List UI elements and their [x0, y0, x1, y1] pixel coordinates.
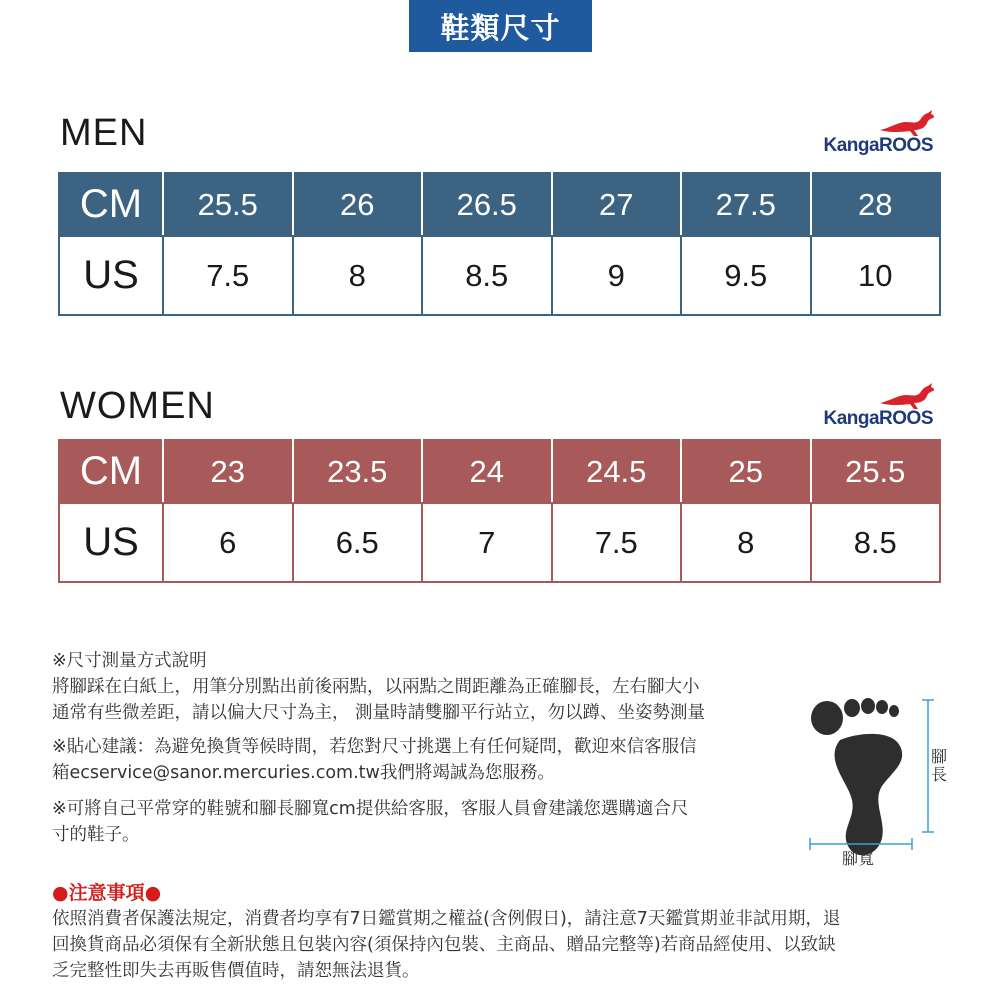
women-cm-row — [59, 440, 940, 503]
provide-paragraph — [52, 796, 792, 848]
men-us-row — [59, 236, 940, 315]
women-cm-label: CM — [59, 440, 163, 503]
tip-line: 箱ecservice@sanor.mercuries.com.tw我們將竭誠為您服務。 — [52, 763, 555, 783]
caution-line: 回換貨商品必須保有全新狀態且包裝內容(須保持內包裝、主商品、贈品完整等)若商品經使用、以致缺 — [52, 935, 836, 955]
men-cm-cell: 26.5 — [422, 173, 552, 236]
men-us-cell: 8 — [293, 236, 423, 315]
women-cm-cell: 24.5 — [552, 440, 682, 503]
logo-wordmark: KangaROOS — [823, 408, 933, 429]
caution-body — [52, 906, 952, 984]
measurement-notes — [52, 648, 792, 858]
women-us-label: US — [59, 503, 163, 582]
women-us-cell: 6 — [163, 503, 293, 582]
provide-line: ※可將自己平常穿的鞋號和腳長腳寬cm提供給客服，客服人員會建議您選購適合尺 — [52, 799, 689, 819]
men-us-cell: 7.5 — [163, 236, 293, 315]
footprint-diagram — [800, 690, 950, 870]
women-cm-cell: 25 — [681, 440, 811, 503]
men-cm-cell: 28 — [811, 173, 941, 236]
kangaroo-icon — [878, 108, 938, 138]
page-banner — [409, 0, 592, 52]
men-us-label: US — [59, 236, 163, 315]
tip-line: ※貼心建議：為避免換貨等候時間，若您對尺寸挑選上有任何疑問，歡迎來信客服信 — [52, 737, 697, 757]
women-us-cell: 7 — [422, 503, 552, 582]
footprint-icon — [811, 698, 902, 855]
tip-paragraph — [52, 734, 792, 786]
men-section-title: MEN — [60, 112, 148, 154]
women-us-cell: 6.5 — [293, 503, 423, 582]
caution-line: 依照消費者保護法規定，消費者均享有7日鑑賞期之權益(含例假日)，請注意7天鑑賞期並非試用期，退 — [52, 909, 841, 929]
women-cm-cell: 23 — [163, 440, 293, 503]
caution-line: 乏完整性即失去再販售價值時，請恕無法退貨。 — [52, 961, 420, 981]
measure-instructions — [52, 648, 792, 726]
women-cm-cell: 23.5 — [293, 440, 423, 503]
banner-title: 鞋類尺寸 — [440, 10, 561, 45]
logo-wordmark: KangaROOS — [823, 135, 933, 156]
provide-line: 寸的鞋子。 — [52, 825, 140, 845]
foot-length-label: 腳長 — [930, 747, 947, 784]
men-us-cell: 8.5 — [422, 236, 552, 315]
women-us-row — [59, 503, 940, 582]
kangaroos-logo-women — [808, 381, 938, 431]
women-us-cell: 7.5 — [552, 503, 682, 582]
women-size-table — [58, 439, 941, 583]
women-section-title: WOMEN — [60, 385, 215, 427]
men-cm-cell: 27 — [552, 173, 682, 236]
men-cm-cell: 26 — [293, 173, 423, 236]
men-cm-row — [59, 173, 940, 236]
men-us-cell: 9 — [552, 236, 682, 315]
women-us-cell: 8 — [681, 503, 811, 582]
men-size-table — [58, 172, 941, 316]
measure-heading: ※尺寸測量方式說明 — [52, 651, 207, 671]
kangaroos-logo-men — [808, 108, 938, 158]
men-cm-cell: 27.5 — [681, 173, 811, 236]
women-cm-cell: 25.5 — [811, 440, 941, 503]
measure-line: 通常有些微差距，請以偏大尺寸為主， 測量時請雙腳平行站立，勿以蹲、坐姿勢測量 — [52, 703, 706, 723]
measure-line: 將腳踩在白紙上，用筆分別點出前後兩點，以兩點之間距離為正確腳長，左右腳大小 — [52, 677, 700, 697]
kangaroo-icon — [878, 381, 938, 411]
women-us-cell: 8.5 — [811, 503, 941, 582]
men-cm-cell: 25.5 — [163, 173, 293, 236]
women-cm-cell: 24 — [422, 440, 552, 503]
foot-width-label: 腳寬 — [842, 849, 875, 868]
men-us-cell: 10 — [811, 236, 941, 315]
caution-title: ●注意事項● — [52, 882, 162, 904]
men-us-cell: 9.5 — [681, 236, 811, 315]
men-cm-label: CM — [59, 173, 163, 236]
